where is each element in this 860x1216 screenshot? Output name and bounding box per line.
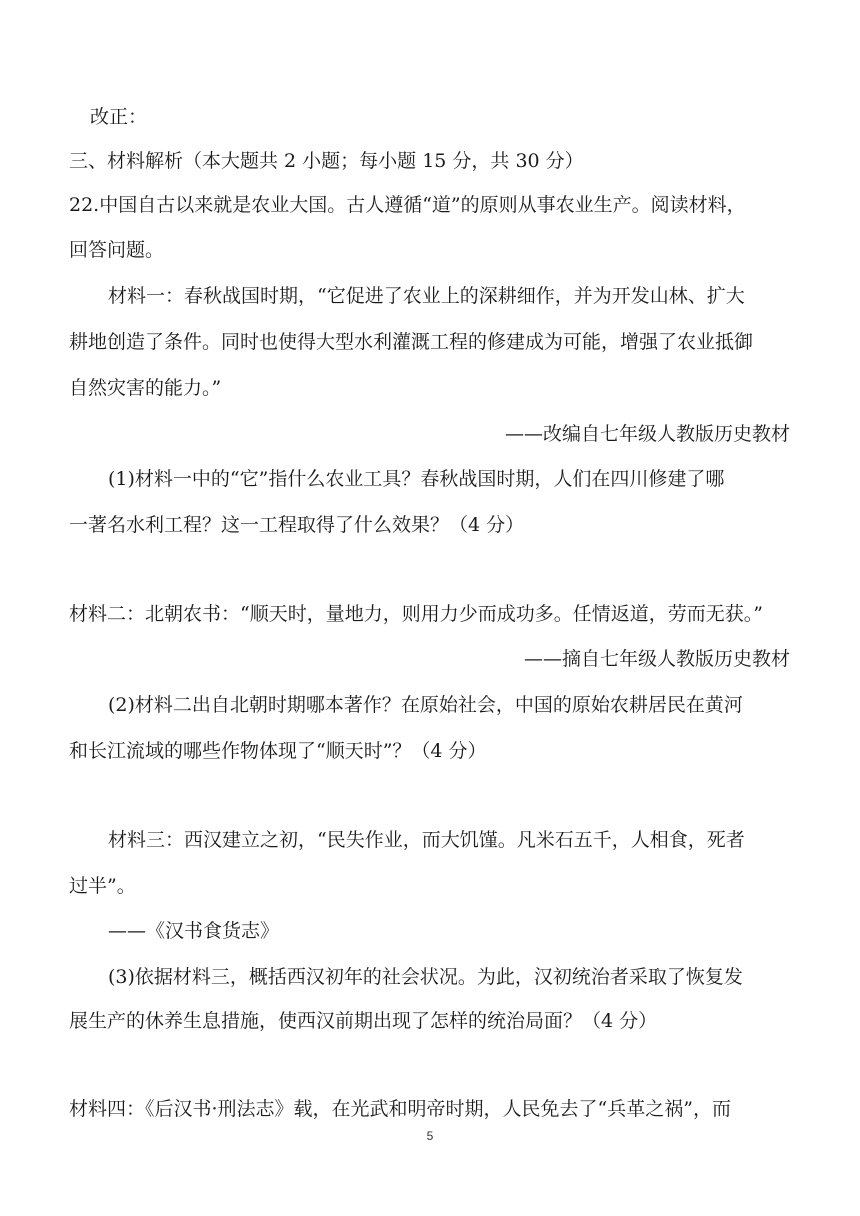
question-2-line-2: 和长江流域的哪些作物体现了“顺天时”？（4 分）	[69, 740, 487, 762]
material-3-source: ——《汉书食货志》	[108, 920, 280, 942]
material-1-source: ——改编自七年级人教版历史教材	[504, 423, 790, 445]
question-1-line-2: 一著名水利工程？这一工程取得了什么效果？（4 分）	[69, 514, 525, 536]
section-heading: 三、材料解析（本大题共 2 小题；每小题 15 分，共 30 分）	[69, 150, 584, 172]
material-2-line-1: 材料二：北朝农书：“顺天时，量地力，则用力少而成功多。任情返道，劳而无获。”	[69, 603, 763, 625]
question-1-line-1: (1)材料一中的“它”指什么农业工具？春秋战国时期，人们在四川修建了哪	[108, 468, 725, 490]
material-2-source: ——摘自七年级人教版历史教材	[523, 648, 790, 670]
question-2-line-1: (2)材料二出自北朝时期哪本著作？在原始社会，中国的原始农耕居民在黄河	[108, 694, 743, 716]
page-number: 5	[426, 1129, 434, 1143]
question-22-stem-line-1: 22.中国自古以来就是农业大国。古人遵循“道”的原则从事农业生产。阅读材料，	[69, 194, 746, 216]
material-1-line-1: 材料一：春秋战国时期，“它促进了农业上的深耕细作，并为开发山林、扩大	[108, 285, 745, 307]
material-3-line-1: 材料三：西汉建立之初，“民失作业，而大饥馑。凡米石五千，人相食，死者	[108, 829, 745, 851]
material-1-line-2: 耕地创造了条件。同时也使得大型水利灌溉工程的修建成为可能，增强了农业抵御	[69, 331, 754, 353]
material-1-line-3: 自然灾害的能力。”	[69, 377, 222, 399]
question-3-line-1: (3)依据材料三，概括西汉初年的社会状况。为此，汉初统治者采取了恢复发	[108, 966, 743, 988]
question-3-line-2: 展生产的休养生息措施，使西汉前期出现了怎样的统治局面？（4 分）	[69, 1010, 658, 1032]
correction-label: 改正：	[90, 106, 148, 128]
material-4-line-1: 材料四：《后汉书·刑法志》载，在光武和明帝时期，人民免去了“兵革之祸”，而	[69, 1098, 731, 1120]
material-3-line-2: 过半”。	[69, 875, 136, 897]
question-22-stem-line-2: 回答问题。	[69, 239, 165, 261]
